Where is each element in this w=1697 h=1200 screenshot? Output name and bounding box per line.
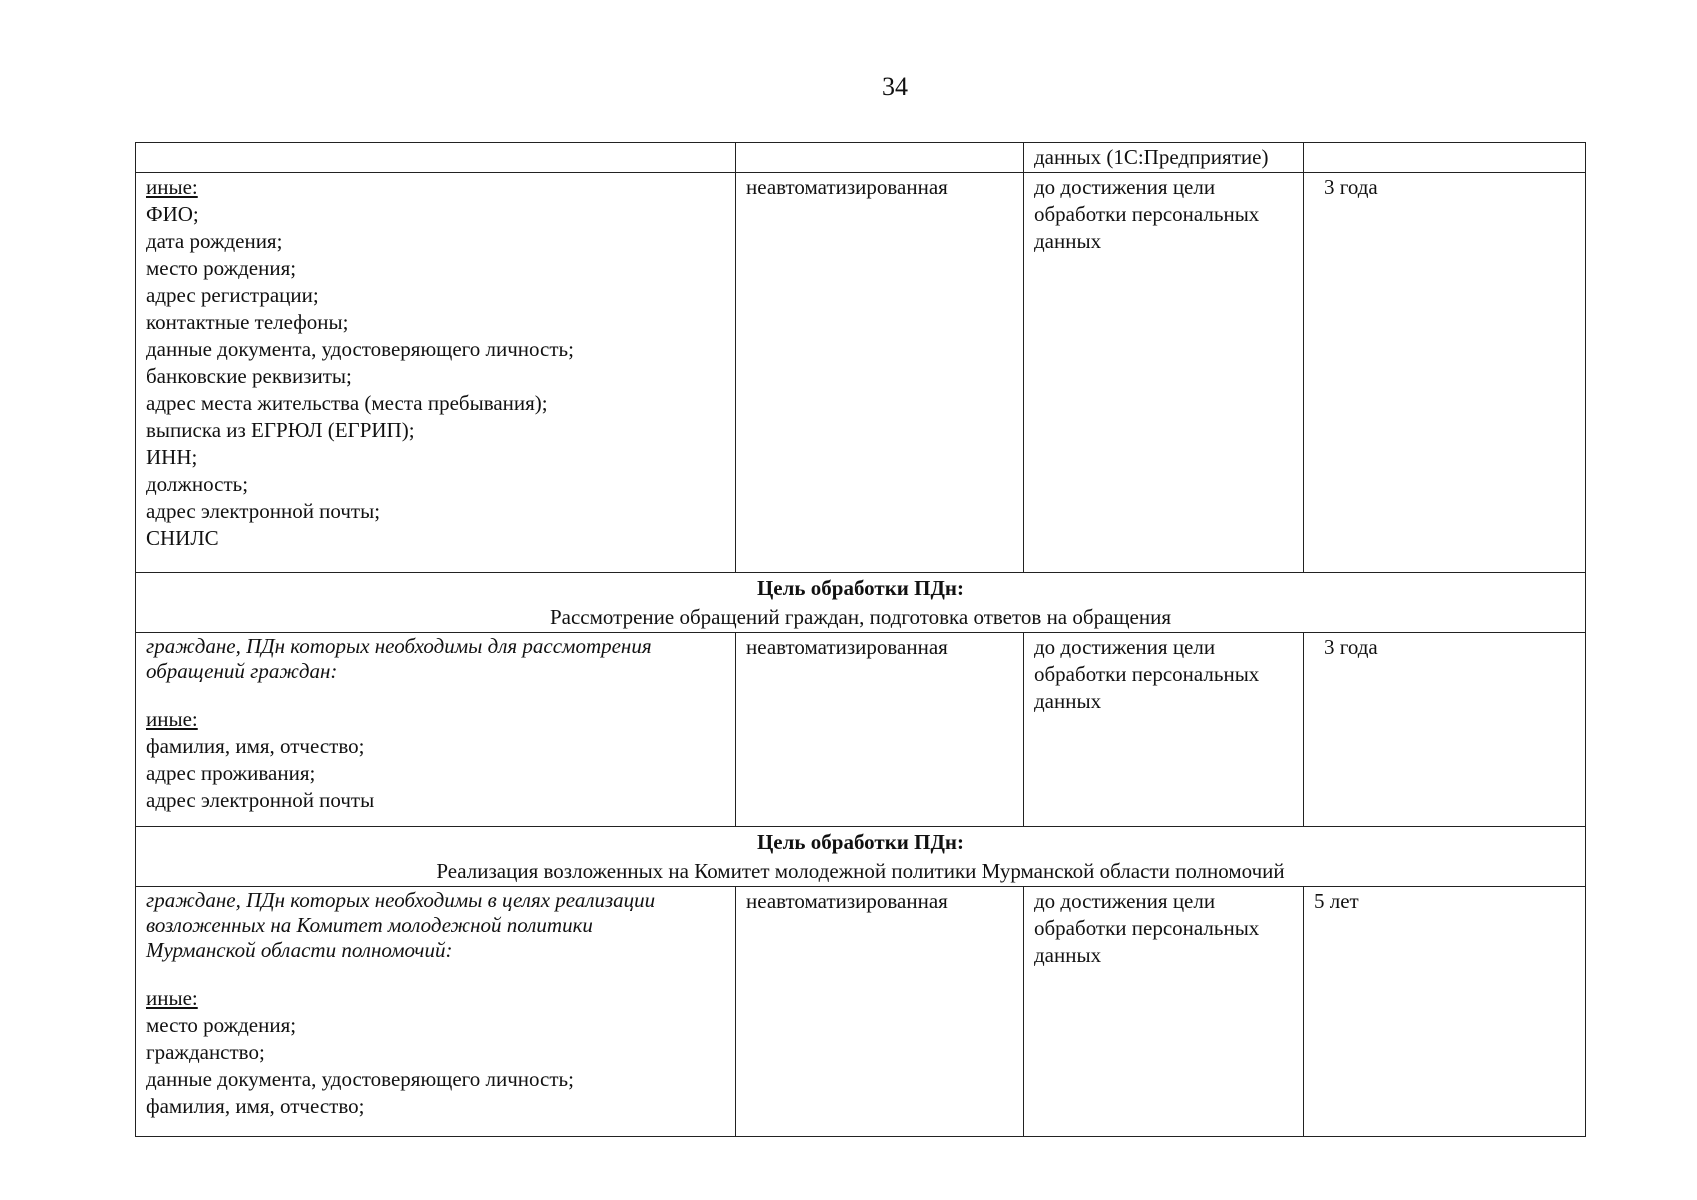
spacer bbox=[146, 684, 725, 706]
purpose-text: Рассмотрение обращений граждан, подготовка ответов на обращения bbox=[549, 605, 1172, 629]
period-cell bbox=[1024, 143, 1304, 173]
period-line: данных bbox=[1034, 229, 1102, 253]
list-item: данные документа, удостоверяющего личность; bbox=[146, 1067, 574, 1091]
method-text: неавтоматизированная bbox=[746, 889, 948, 913]
method-text: неавтоматизированная bbox=[746, 635, 948, 659]
term-cell bbox=[1304, 173, 1586, 573]
list-item: адрес электронной почты; bbox=[146, 499, 381, 523]
purpose-cell bbox=[136, 827, 1586, 887]
personal-data-table bbox=[135, 142, 1586, 1137]
period-line: обработки персональных bbox=[1034, 662, 1260, 686]
period-line: данных bbox=[1034, 689, 1102, 713]
term-text: 5 лет bbox=[1314, 889, 1359, 913]
list-item: ИНН; bbox=[146, 445, 198, 469]
subject-line: обращений граждан: bbox=[146, 659, 338, 683]
period-cell bbox=[1024, 173, 1304, 573]
category-heading: иные: bbox=[146, 986, 198, 1010]
list-item: СНИЛС bbox=[146, 526, 219, 550]
purpose-title: Цель обработки ПДн: bbox=[756, 830, 965, 854]
list-item: контактные телефоны; bbox=[146, 310, 349, 334]
list-item: данные документа, удостоверяющего личность; bbox=[146, 337, 574, 361]
term-cell bbox=[1304, 143, 1586, 173]
purpose-text: Реализация возложенных на Комитет молодежной политики Мурманской области полномочий bbox=[436, 859, 1285, 883]
purpose-row bbox=[136, 827, 1586, 887]
term-text: 3 года bbox=[1324, 635, 1378, 659]
list-item: должность; bbox=[146, 472, 249, 496]
category-heading: иные: bbox=[146, 175, 198, 199]
term-cell bbox=[1304, 887, 1586, 1137]
period-line: до достижения цели bbox=[1034, 635, 1216, 659]
list-item: адрес места жительства (места пребывания); bbox=[146, 391, 548, 415]
purpose-title: Цель обработки ПДн: bbox=[756, 576, 965, 600]
list-item: место рождения; bbox=[146, 1013, 297, 1037]
subject-line: граждане, ПДн которых необходимы для рассмотрения bbox=[146, 634, 652, 658]
period-cell bbox=[1024, 633, 1304, 827]
method-cell bbox=[736, 887, 1024, 1137]
period-text: данных (1С:Предприятие) bbox=[1034, 145, 1269, 169]
method-text: неавтоматизированная bbox=[746, 175, 948, 199]
list-item: гражданство; bbox=[146, 1040, 265, 1064]
list-item: ФИО; bbox=[146, 202, 199, 226]
list-item: банковские реквизиты; bbox=[146, 364, 352, 388]
list-item: адрес проживания; bbox=[146, 761, 316, 785]
list-item: место рождения; bbox=[146, 256, 297, 280]
term-cell bbox=[1304, 633, 1586, 827]
purpose-cell bbox=[136, 573, 1586, 633]
list-item: адрес регистрации; bbox=[146, 283, 319, 307]
list-item: выписка из ЕГРЮЛ (ЕГРИП); bbox=[146, 418, 415, 442]
category-cell bbox=[136, 887, 736, 1137]
period-cell bbox=[1024, 887, 1304, 1137]
period-line: обработки персональных bbox=[1034, 916, 1260, 940]
category-cell bbox=[136, 633, 736, 827]
method-cell bbox=[736, 143, 1024, 173]
period-line: данных bbox=[1034, 943, 1102, 967]
list-item: адрес электронной почты bbox=[146, 788, 375, 812]
subject-line: возложенных на Комитет молодежной политики bbox=[146, 913, 593, 937]
table-row bbox=[136, 173, 1586, 573]
table-row bbox=[136, 887, 1586, 1137]
spacer bbox=[146, 963, 725, 985]
period-line: до достижения цели bbox=[1034, 175, 1216, 199]
list-item: дата рождения; bbox=[146, 229, 283, 253]
category-cell bbox=[136, 173, 736, 573]
method-cell bbox=[736, 173, 1024, 573]
list-item: фамилия, имя, отчество; bbox=[146, 1094, 365, 1118]
table-row bbox=[136, 633, 1586, 827]
list-item: фамилия, имя, отчество; bbox=[146, 734, 365, 758]
term-text: 3 года bbox=[1324, 175, 1378, 199]
page-number: 34 bbox=[882, 72, 908, 101]
period-line: до достижения цели bbox=[1034, 889, 1216, 913]
subject-line: Мурманской области полномочий: bbox=[146, 938, 453, 962]
period-line: обработки персональных bbox=[1034, 202, 1260, 226]
category-heading: иные: bbox=[146, 707, 198, 731]
table-row bbox=[136, 143, 1586, 173]
subject-line: граждане, ПДн которых необходимы в целях реализации bbox=[146, 888, 656, 912]
method-cell bbox=[736, 633, 1024, 827]
purpose-row bbox=[136, 573, 1586, 633]
category-cell bbox=[136, 143, 736, 173]
